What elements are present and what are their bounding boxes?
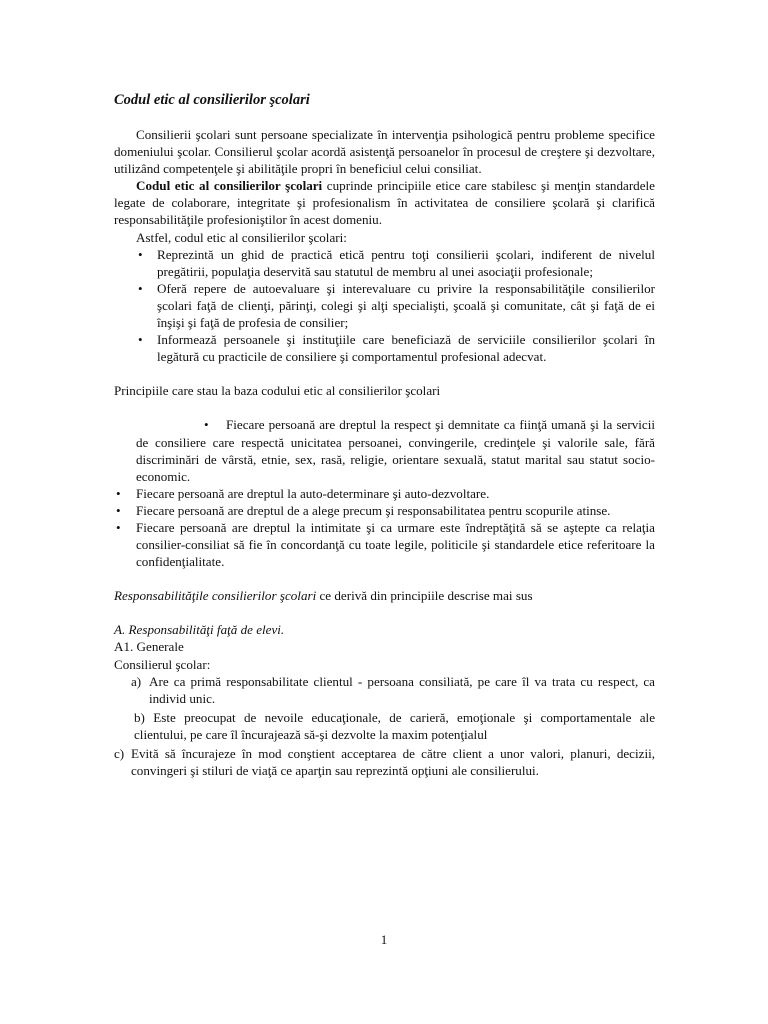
list-item: • Informează persoanele şi instituţiile care beneficiază de serviciile consilierilor şcolari în legătură cu practicile de consiliere şi comportamentul profesional adecvat. [138, 332, 655, 365]
principles-heading: Principiile care stau la baza codului etic al consilierilor şcolari [114, 383, 441, 399]
bullet-icon: • [204, 417, 209, 433]
list-item: b) Este preocupat de nevoile educaţionale, de carieră, emoţionale şi comportamentale ale clientului, pe care îl încurajează să-şi dezvolte la maxim potenţialul [134, 709, 655, 742]
list-item: a) Are ca primă responsabilitate clientul - persoana consiliată, pe care îl va trata cu respect, ca individ unic. [131, 673, 655, 706]
principle-first: • Fiecare persoană are dreptul la respect şi demnitate ca fiinţă umană şi la servicii de consiliere care respectă unicitatea persoanei, convingerile, credinţele şi valorile sale, fără discriminări de vârstă, etnie, sex, rasă, religie, orientare sexuală, statut marital sau statut socio-economic. [136, 417, 655, 484]
code-paragraph [114, 177, 655, 228]
bullet-icon: • [138, 332, 143, 348]
bullet-icon: • [138, 280, 143, 296]
code-bold-term: Codul etic al consilierilor şcolari [136, 178, 323, 194]
responsibilities-heading: Responsabilităţile consilierilor şcolari ce derivă din principiile descrise mai sus [114, 588, 533, 604]
bullet-icon: • [116, 519, 121, 535]
section-a-heading: A. Responsabilităţi faţă de elevi. [114, 622, 285, 638]
list-item: • Fiecare persoană are dreptul la intimitate şi ca urmare este îndreptăţită să se aştepte ca relaţia consilier-consiliat să fie în concordanţă cu toate legile, politicile şi standardele etice referitoare la confidenţialitate. [116, 519, 655, 570]
a1-heading: A1. Generale [114, 639, 184, 655]
list-item: c) Evită să încurajeze în mod conştient acceptarea de către client a unor valori, planuri, decizii, convingeri şi stiluri de viaţă ce aparţin sau reprezintă opţiuni ale consilierului. [114, 746, 655, 779]
page-number: 1 [380, 932, 388, 947]
list-item: • Fiecare persoană are dreptul la auto-determinare şi auto-dezvoltare. [116, 485, 490, 501]
principles-list [114, 485, 655, 570]
code-items-list [114, 246, 655, 366]
bullet-icon: • [138, 246, 143, 262]
list-item: • Fiecare persoană are dreptul de a alege precum şi responsabilitatea pentru scopurile atinse. [116, 502, 611, 518]
list-item: • Oferă repere de autoevaluare şi interevaluare cu privire la responsabilităţile consilierilor şcolari faţă de clienţi, părinţi, colegi şi alţi specialişti, şcoală şi comunitate, cât şi faţă de ei înşişi şi faţă de profesia de consilier; [138, 280, 655, 331]
bullet-icon: • [116, 485, 121, 501]
thus-line: Astfel, codul etic al consilierilor şcolari: [136, 229, 347, 245]
document-body [114, 90, 655, 779]
document-title: Codul etic al consilierilor şcolari [114, 92, 310, 108]
items-list [114, 673, 655, 707]
counselor-label: Consilierul şcolar: [114, 656, 211, 672]
bullet-icon: • [116, 502, 121, 518]
intro-paragraph: Consilierii şcolari sunt persoane specializate în intervenţia psihologică pentru probleme specifice domeniului şcolar. Consilierul şcolar acordă asistenţă persoanelor în procesul de creştere şi dezvoltare, utilizând competenţele şi abilităţile propri în beneficiul celui consiliat. [114, 127, 655, 177]
code-definition: cuprinde principiile etice care stabilesc şi menţin standardele legate de colaborare, integritate şi profesionalism în activitatea de consiliere şcolară şi clarifică responsabilităţile profesioniştilor în acest domeniu. [114, 178, 655, 228]
list-item: • Reprezintă un ghid de practică etică pentru toţi consilierii şcolari, indiferent de nivelul pregătirii, populaţia deservită sau statutul de membru al unei asociaţii profesionale; [138, 246, 655, 279]
